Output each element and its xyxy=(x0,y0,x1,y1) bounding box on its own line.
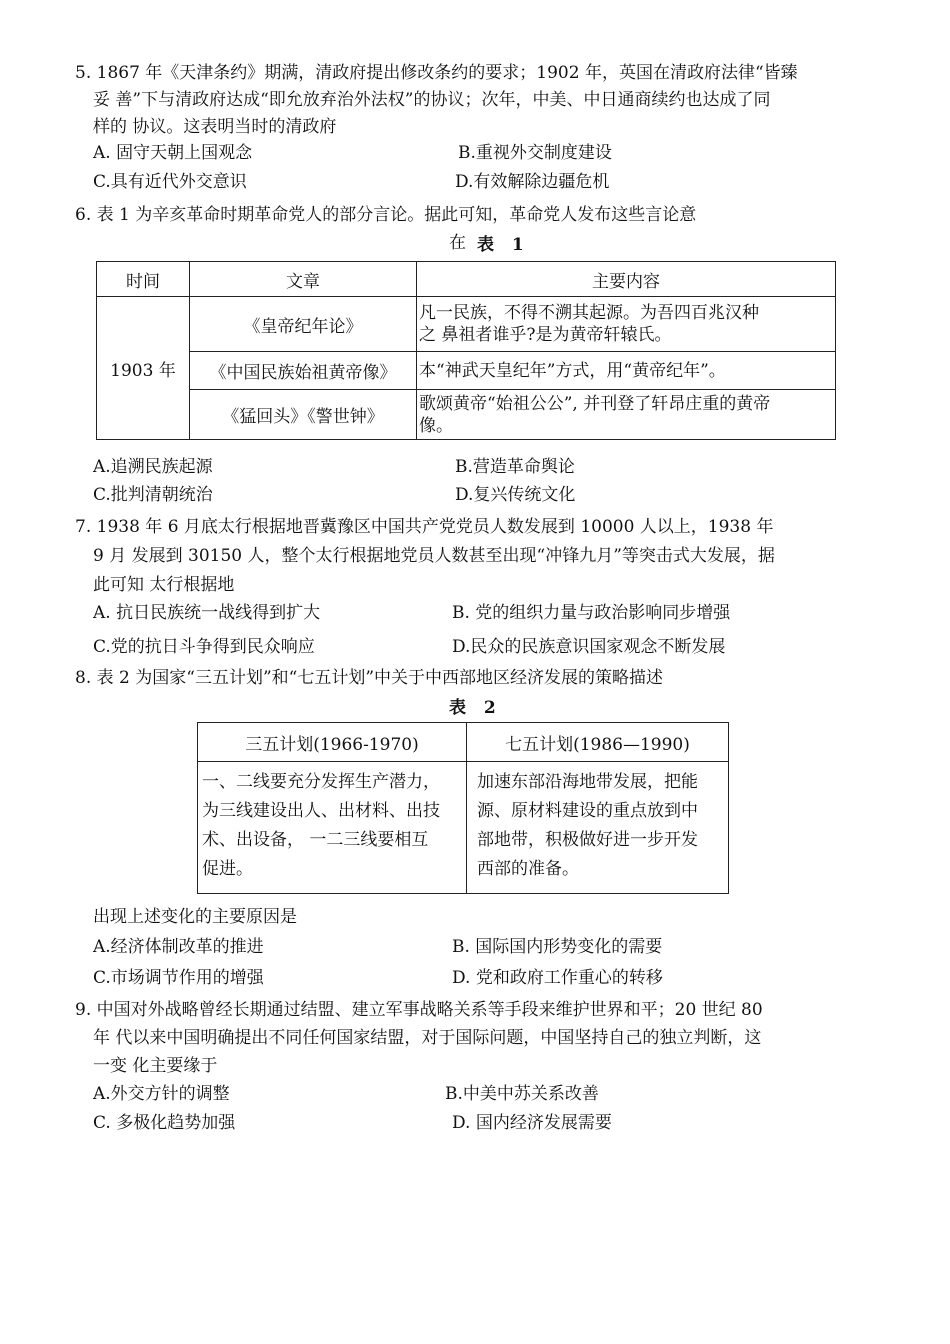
content-line: 凡一民族，不得不溯其起源。为吾四百兆汉种 xyxy=(419,303,759,323)
q7-line-2: 9 月 发展到 30150 人，整个太行根据地党员人数甚至出现“冲锋九月”等突击式大发展，据 xyxy=(93,546,775,566)
table-1-article-cell: 《猛回头》《警世钟》 xyxy=(190,390,417,440)
q8-option-a: A.经济体制改革的推进 xyxy=(93,937,264,957)
cell-line: 西部的准备。 xyxy=(477,859,579,879)
cell-line: 术、出设备， 一二三线要相互 xyxy=(202,830,429,850)
q5-line-1: 5. 1867 年《天津条约》期满，清政府提出修改条约的要求；1902 年，英国在清政府法律“皆臻 xyxy=(75,63,798,83)
q5-option-b: B.重视外交制度建设 xyxy=(458,143,612,163)
q7-option-a: A. 抗日民族统一战线得到扩大 xyxy=(93,603,321,623)
table-row xyxy=(97,352,836,390)
q9-option-d: D. 国内经济发展需要 xyxy=(452,1113,612,1133)
table-1 xyxy=(96,261,836,440)
q7-line-3: 此可知 太行根据地 xyxy=(93,575,235,595)
q9-option-b: B.中美中苏关系改善 xyxy=(445,1084,599,1104)
q5-line-3: 样的 协议。这表明当时的清政府 xyxy=(93,117,337,137)
table-2-header-7th-plan: 七五计划(1986—1990) xyxy=(467,723,729,762)
q6-option-d: D.复兴传统文化 xyxy=(455,485,576,505)
content-line: 本“神武天皇纪年”方式，用“黄帝纪年”。 xyxy=(419,360,726,381)
table-1-caption: 表 1 xyxy=(477,235,530,255)
cell-line: 促进。 xyxy=(202,859,253,879)
cell-line: 部地带，积极做好进一步开发 xyxy=(477,830,698,850)
cell-line: 为三线建设出人、出材料、出技 xyxy=(202,801,440,821)
table-1-content-cell xyxy=(417,297,836,352)
table-2-caption: 表 2 xyxy=(449,698,502,718)
q6-option-c: C.批判清朝统治 xyxy=(93,485,213,505)
table-1-header-article: 文章 xyxy=(190,262,417,297)
table-1-content-cell xyxy=(417,390,836,440)
q9-option-c: C. 多极化趋势加强 xyxy=(93,1113,236,1133)
cell-line: 一、二线要充分发挥生产潜力， xyxy=(202,772,440,792)
table-row xyxy=(97,297,836,352)
q8-option-b: B. 国际国内形势变化的需要 xyxy=(452,937,663,957)
q6-option-b: B.营造革命舆论 xyxy=(455,457,575,477)
q5-option-a: A. 固守天朝上国观念 xyxy=(93,143,253,163)
q8-option-d: D. 党和政府工作重心的转移 xyxy=(452,968,663,988)
q7-line-1: 7. 1938 年 6 月底太行根据地晋冀豫区中国共产党党员人数发展到 10000 人以上，1938 年 xyxy=(75,517,774,537)
table-2-cell-7th-plan xyxy=(467,762,729,894)
table-row xyxy=(198,762,729,894)
table-1-header-time: 时间 xyxy=(97,262,190,297)
q5-line-2: 妥 善”下与清政府达成“即允放弃治外法权”的协议；次年，中美、中日通商续约也达成了同 xyxy=(93,90,771,110)
q7-option-b: B. 党的组织力量与政治影响同步增强 xyxy=(452,603,731,623)
q9-option-a: A.外交方针的调整 xyxy=(93,1084,230,1104)
table-1-content-cell xyxy=(417,352,836,390)
q6-line-1: 6. 表 1 为辛亥革命时期革命党人的部分言论。据此可知，革命党人发布这些言论意 xyxy=(75,205,697,225)
q8-option-c: C.市场调节作用的增强 xyxy=(93,968,264,988)
q9-line-1: 9. 中国对外战略曾经长期通过结盟、建立军事战略关系等手段来维护世界和平；20 世纪 80 xyxy=(75,1000,763,1020)
content-line: 之 鼻祖者谁乎?是为黄帝轩辕氏。 xyxy=(419,325,672,345)
q8-line-1: 8. 表 2 为国家“三五计划”和“七五计划”中关于中西部地区经济发展的策略描述 xyxy=(75,668,664,688)
q6-caption-prefix: 在 xyxy=(449,233,466,253)
table-2 xyxy=(197,722,729,894)
table-2-cell-3rd-plan xyxy=(198,762,467,894)
q9-line-2: 年 代以来中国明确提出不同任何国家结盟，对于国际问题，中国坚持自己的独立判断，这 xyxy=(93,1028,762,1048)
q7-option-c: C.党的抗日斗争得到民众响应 xyxy=(93,637,315,657)
cell-line: 源、原材料建设的重点放到中 xyxy=(477,801,698,821)
q9-line-3: 一变 化主要缘于 xyxy=(93,1056,218,1076)
table-2-header-3rd-plan: 三五计划(1966-1970) xyxy=(198,723,467,762)
q6-option-a: A.追溯民族起源 xyxy=(93,457,213,477)
content-line: 像。 xyxy=(419,415,453,436)
table-1-header-content: 主要内容 xyxy=(417,262,836,297)
table-1-article-cell: 《中国民族始祖黄帝像》 xyxy=(190,352,417,390)
cell-line: 加速东部沿海地带发展，把能 xyxy=(477,772,698,792)
table-row xyxy=(97,390,836,440)
content-line: 歌颂黄帝“始祖公公”, 并刊登了轩昂庄重的黄帝 xyxy=(419,393,771,414)
q8-question: 出现上述变化的主要原因是 xyxy=(93,907,297,927)
q5-option-d: D.有效解除边疆危机 xyxy=(455,172,610,192)
q5-option-c: C.具有近代外交意识 xyxy=(93,172,247,192)
table-1-article-cell: 《皇帝纪年论》 xyxy=(190,297,417,352)
q7-option-d: D.民众的民族意识国家观念不断发展 xyxy=(452,637,726,657)
table-1-year-cell: 1903 年 xyxy=(97,297,190,440)
